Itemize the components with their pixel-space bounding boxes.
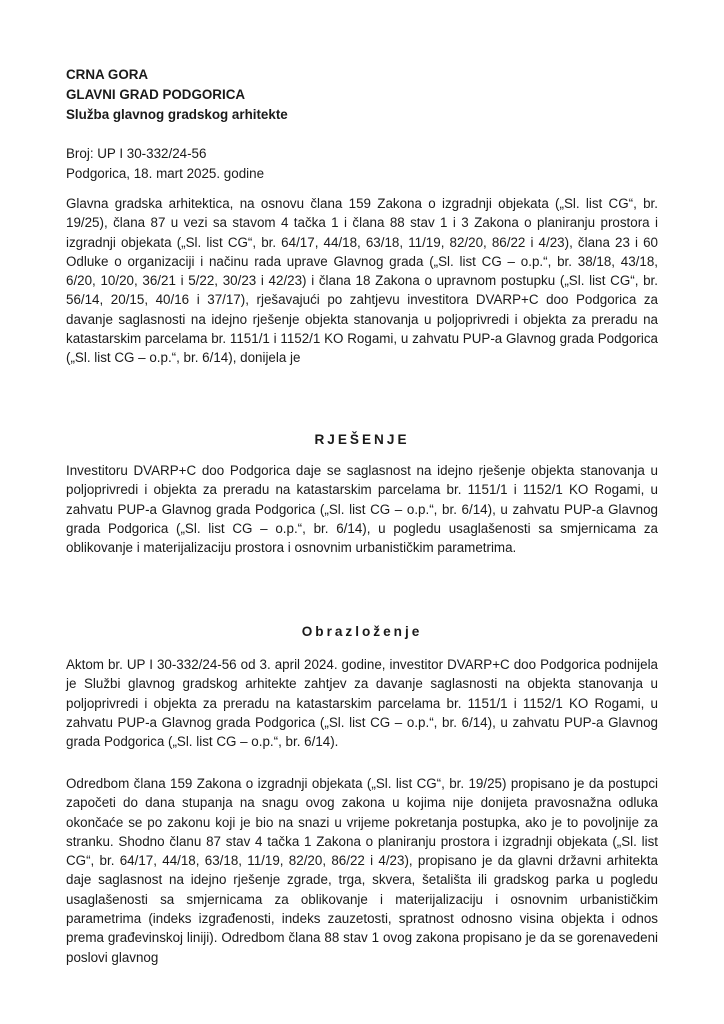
document-header [66, 65, 288, 125]
country-name: CRNA GORA [66, 67, 149, 82]
decision-heading: RJEŠENJE [314, 432, 410, 447]
document-date: Podgorica, 18. mart 2025. godine [66, 165, 265, 181]
reasoning-paragraph-1: Aktom br. UP I 30-332/24-56 od 3. april 2024. godine, investitor DVARP+C doo Podgorica podnijela je Službi glavnog gradskog arhitekte zahtjev za davanje saglasnosti na objekta stanovanja u poljoprivredi i objekta za preradu na katastarskim parcelama br. 1151/1 i 1152/1 KO Rogami, u zahvatu PUP-a Glavnog grada Podgorica („Sl. list CG – o.p.“, br. 6/14), u zahvatu PUP-a Glavnog grada Podgorica („Sl. list CG – o.p.“, br. 6/14). [66, 657, 658, 750]
document-meta [66, 144, 264, 183]
reference-number: Broj: UP I 30-332/24-56 [66, 146, 207, 161]
decision-paragraph: Investitoru DVARP+C doo Podgorica daje se saglasnost na idejno rješenje objekta stanovanja u poljoprivredi i objekta za preradu na katastarskim parcelama br. 1151/1 i 1152/1 KO Rogami, u zahvatu PUP-a Glavnog grada Podgorica („Sl. list CG – o.p.“, br. 6/14), u zahvatu PUP-a Glavnog grada Podgorica („Sl. list CG – o.p.“, br. 6/14), u pogledu usaglašenosti sa smjernicama za oblikovanje i materijalizaciju prostora i osnovnim urbanističkim parametrima. [66, 463, 658, 556]
reasoning-heading: Obrazloženje [301, 624, 423, 639]
city-name: GLAVNI GRAD PODGORICA [66, 87, 246, 102]
reasoning-paragraph-2: Odredbom člana 159 Zakona o izgradnji objekata („Sl. list CG“, br. 19/25) propisano je da postupci započeti do dana stupanja na snagu ovog zakona u kojima nije donijeta pravosnažna odluka okončaće se po zakonu koji je bio na snazi u vrijeme pokretanja postupka, ako je to povoljnije za stranku. Shodno članu 87 stav 4 tačka 1 Zakona o planiranju prostora i izgradnji objekata („Sl. list CG“, br. 64/17, 44/18, 63/18, 11/19, 82/20, 86/22 i 4/23), propisano je da glavni državni arhitekta daje saglasnost na idejno rješenje zgrade, trga, skvera, šetališta ili gradskog parka u pogledu usaglašenosti sa smjernicama za oblikovanje i materijalizaciju i osnovnim urbanističkim parametrima (indeks izgrađenosti, indeks zauzetosti, spratnost odnosno visina objekta i odnos prema građevinskoj liniji). Odredbom člana 88 stav 1 ovog zakona propisano je da se gorenavedeni poslovi glavnog [66, 776, 658, 965]
office-name: Služba glavnog gradskog arhitekte [66, 107, 288, 122]
intro-paragraph: Glavna gradska arhitektica, na osnovu člana 159 Zakona o izgradnji objekata („Sl. list CG“, br. 19/25), člana 87 u vezi sa stavom 4 tačka 1 i člana 88 stav 1 i 3 Zakona o planiranju prostora i izgradnji objekata („Sl. list CG“, br. 64/17, 44/18, 63/18, 11/19, 82/20, 86/22 i 4/23), člana 23 i 60 Odluke o organizaciji i načinu rada uprave Glavnog grada („Sl. list CG – o.p.“, br. 38/18, 43/18, 6/20, 10/20, 36/21 i 5/22, 30/23 i 42/23) i člana 18 Zakona o upravnom postupku („Sl. list CG“, br. 56/14, 20/15, 40/16 i 37/17), rješavajući po zahtjevu investitora DVARP+C doo Podgorica za davanje saglasnosti na idejno rješenje objekta stanovanja u poljoprivredi i objekta za preradu na katastarskim parcelama br. 1151/1 i 1152/1 KO Rogami, u zahvatu PUP-a Glavnog grada Podgorica („Sl. list CG – o.p.“, br. 6/14), donijela je [66, 196, 658, 366]
